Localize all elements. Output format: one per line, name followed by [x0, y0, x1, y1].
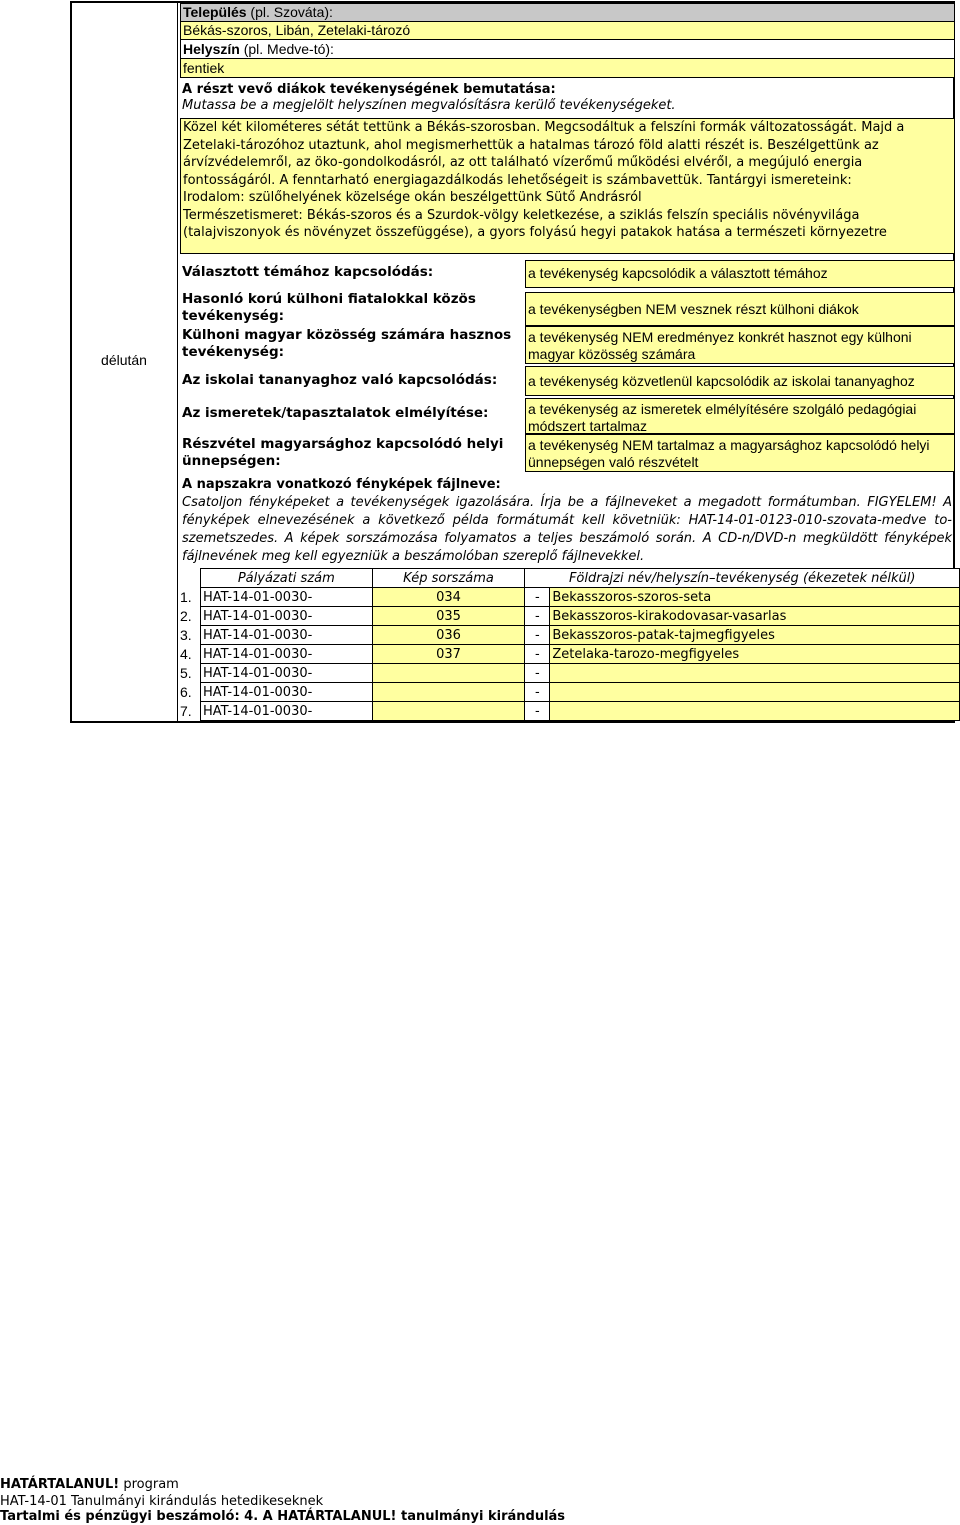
row-number: 4.	[180, 646, 192, 662]
table-row	[178, 626, 960, 645]
row-number: 5.	[180, 665, 192, 681]
separator: -	[525, 607, 550, 626]
row-number: 6.	[180, 684, 192, 700]
criterion-label: Az ismeretek/tapasztalatok elmélyítése:	[182, 405, 489, 421]
table-row	[178, 588, 960, 607]
criterion-label: Az iskolai tananyaghoz való kapcsolódás:	[182, 372, 498, 388]
location-label: Helyszín	[183, 41, 240, 57]
separator: -	[525, 626, 550, 645]
row-number: 7.	[180, 703, 192, 719]
picture-number-input[interactable]: 035	[372, 607, 525, 626]
picture-number-input[interactable]	[372, 702, 525, 721]
picture-number-input[interactable]: 036	[372, 626, 525, 645]
activity-instruction: Mutassa be a megjelölt helyszínen megvalósításra kerülő tevékenységeket.	[182, 98, 676, 113]
location-activity-input[interactable]: Zetelaka-tarozo-megfigyeles	[550, 645, 960, 664]
footer-project: HAT-14-01 Tanulmányi kirándulás hetedikeseknek	[0, 1494, 324, 1509]
table-row	[178, 683, 960, 702]
criterion-label: Külhoni magyar közösség számára hasznos tevékenység:	[182, 327, 512, 360]
criterion-label: Választott témához kapcsolódás:	[182, 264, 434, 280]
location-activity-input[interactable]: Bekasszoros-kirakodovasar-vasarlas	[550, 607, 960, 626]
criterion-select[interactable]	[525, 260, 955, 288]
table-header-row	[178, 569, 960, 588]
criterion-value: a tevékenységben NEM vesznek részt külhoni diákok	[528, 301, 859, 317]
column-header: Pályázati szám	[200, 569, 372, 588]
location-activity-input[interactable]	[550, 683, 960, 702]
description-line: árvízvédelemről, az öko-gondolkodásról, az ott található vízerőmű működési elvéről, a megújuló energia	[183, 155, 863, 170]
location-activity-input[interactable]	[550, 702, 960, 721]
separator: -	[525, 702, 550, 721]
criterion-value: a tevékenység az ismeretek elmélyítésére szolgáló pedagógiai módszert tartalmaz	[528, 401, 917, 434]
row-number: 1.	[180, 589, 192, 605]
column-header: Földrajzi név/helyszín–tevékenység (ékezetek nélkül)	[525, 569, 960, 588]
photos-instruction: Csatoljon fényképeket a tevékenységek igazolására. Írja be a fájlneveket a megadott formátumban. FIGYELEM! A fényképek elnevezésének a következő példa formátumát kell követniük: HAT-14-01-0123-010-szovata-medve to-szemetszedes. A képek sorszámozása folyamatos a teljes beszámoló során. A CD-n/DVD-n megküldött fényképek fájlnevének meg kell egyezniük a beszámolóban szereplő fájlnevekkel.	[182, 495, 952, 564]
criterion-select[interactable]	[525, 292, 955, 326]
project-code: HAT-14-01-0030-	[200, 607, 372, 626]
picture-number-input[interactable]: 037	[372, 645, 525, 664]
settlement-value: Békás-szoros, Libán, Zetelaki-tározó	[183, 22, 411, 38]
criterion-value: a tevékenység NEM eredményez konkrét hasznot egy külhoni magyar közösség számára	[528, 329, 912, 362]
project-code: HAT-14-01-0030-	[200, 664, 372, 683]
table-row	[178, 645, 960, 664]
criterion-value: a tevékenység kapcsolódik a választott témához	[528, 265, 828, 281]
location-label-hint: (pl. Medve-tó):	[239, 41, 334, 57]
settlement-label-hint: (pl. Szováta):	[246, 4, 333, 20]
location-label-row	[180, 39, 955, 59]
project-code: HAT-14-01-0030-	[200, 626, 372, 645]
criterion-value: a tevékenység közvetlenül kapcsolódik az iskolai tananyaghoz	[528, 373, 915, 389]
description-line: Irodalom: szülőhelyének közelsége okán beszélgettünk Sütő Andrásról	[183, 190, 642, 205]
location-activity-input[interactable]	[550, 664, 960, 683]
photo-filename-table	[178, 568, 960, 721]
project-code: HAT-14-01-0030-	[200, 588, 372, 607]
photos-heading: A napszakra vonatkozó fényképek fájlneve:	[182, 477, 501, 492]
criterion-select[interactable]	[525, 366, 955, 396]
picture-number-input[interactable]: 034	[372, 588, 525, 607]
project-code: HAT-14-01-0030-	[200, 683, 372, 702]
description-line: Természetismeret: Békás-szoros és a Szurdok-völgy keletkezése, a sziklás felszín speciális növényvilága	[183, 208, 860, 223]
criterion-select[interactable]	[525, 434, 955, 472]
num-header	[178, 569, 200, 588]
column-header: Kép sorszáma	[372, 569, 525, 588]
separator: -	[525, 645, 550, 664]
location-activity-input[interactable]: Bekasszoros-patak-tajmegfigyeles	[550, 626, 960, 645]
activity-heading-block	[180, 80, 955, 118]
row-number: 3.	[180, 627, 192, 643]
description-line: fontosságáról. A fenntarható energiagazdálkodás lehetőségeit is számbavettük. Tantárgyi ismereteink:	[183, 173, 852, 188]
criterion-label: Hasonló korú külhoni fiatalokkal közös tevékenység:	[182, 291, 476, 324]
project-code: HAT-14-01-0030-	[200, 645, 372, 664]
project-code: HAT-14-01-0030-	[200, 702, 372, 721]
criterion-label: Részvétel magyarsághoz kapcsolódó helyi ünnepségen:	[182, 436, 504, 469]
footer-program-suffix: program	[119, 1477, 179, 1492]
activity-heading: A részt vevő diákok tevékenységének bemutatása:	[182, 82, 556, 97]
settlement-field[interactable]	[180, 21, 955, 40]
day-label: délután	[101, 352, 147, 368]
settlement-label-row	[180, 3, 955, 22]
separator: -	[525, 683, 550, 702]
table-row	[178, 664, 960, 683]
activity-description-field[interactable]	[180, 118, 955, 254]
separator: -	[525, 588, 550, 607]
description-line: Zetelaki-tározóhoz utaztunk, ahol megismerhettük a hatalmas tározó föld alatti részét is. Beszélgettünk az	[183, 138, 879, 153]
settlement-label: Település	[183, 4, 247, 20]
footer-program-name: HATÁRTALANUL!	[0, 1477, 120, 1492]
row-number: 2.	[180, 608, 192, 624]
separator: -	[525, 664, 550, 683]
footer-program	[0, 1477, 179, 1492]
location-activity-input[interactable]: Bekasszoros-szoros-seta	[550, 588, 960, 607]
criterion-select[interactable]	[525, 326, 955, 364]
table-row	[178, 702, 960, 721]
criterion-select[interactable]	[525, 398, 955, 434]
location-field[interactable]	[180, 58, 955, 78]
description-line: Közel két kilométeres sétát tettünk a Békás-szorosban. Megcsodáltuk a felszíni formák változatosságát. Majd a	[183, 120, 905, 135]
footer-report-title: Tartalmi és pénzügyi beszámoló: 4. A HATÁRTALANUL! tanulmányi kirándulás	[0, 1509, 566, 1524]
picture-number-input[interactable]	[372, 664, 525, 683]
table-row	[178, 607, 960, 626]
location-value: fentiek	[183, 60, 225, 76]
description-line: (talajviszonyok és növényzet összefüggése), a gyors folyású hegyi patakok hatása a természeti környezetre	[183, 225, 887, 240]
criterion-value: a tevékenység NEM tartalmaz a magyarsághoz kapcsolódó helyi ünnepségen való részvételt	[528, 437, 930, 470]
picture-number-input[interactable]	[372, 683, 525, 702]
